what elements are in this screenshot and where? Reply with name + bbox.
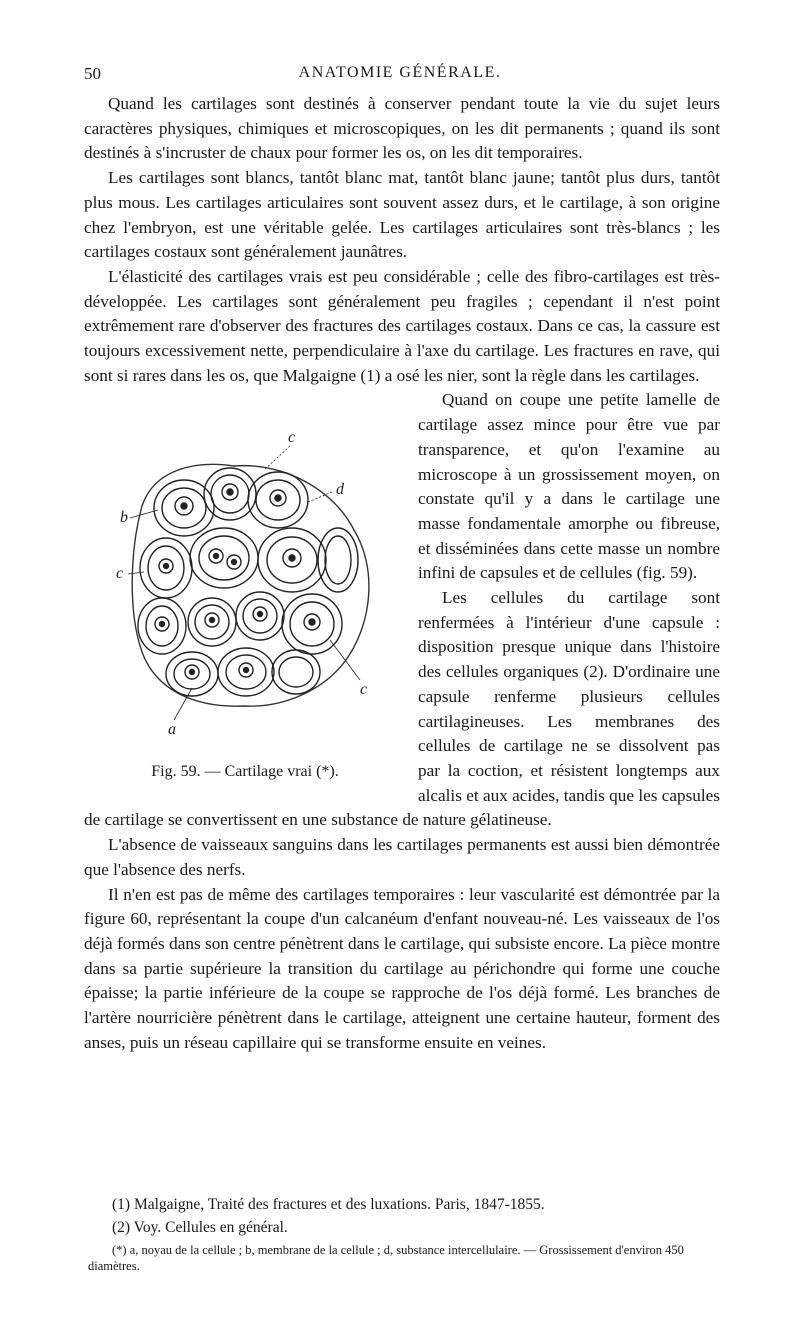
paragraph-5: Les cellules du cartilage sont renfermées à l'intérieur d'une capsule : disposition presque unique dans l'histoire des cellules organiques (2). D'ordinaire une capsule renferme plusieurs cellules cartilagineuses. Les membranes des cellules de cartilage ne se dissolvent pas par la coction, et résistent longtemps aux alcalis et aux acides, tandis que les capsules de cartilage se convertissent en une substance de nature gélatineuse. [84,588,720,830]
footnotes [84,1193,720,1274]
paragraph-1: Quand les cartilages sont destinés à conserver pendant toute la vie du sujet leurs caractères physiques, chimiques et microscopiques, on les dit permanents ; quand ils sont destinés à s'incruster de chaux pour former les os, on les dit temporaires. [84,94,720,163]
paragraph-2: Les cartilages sont blancs, tantôt blanc mat, tantôt blanc jaune; tantôt plus durs, tantôt plus mous. Les cartilages articulaires sont souvent assez durs, et le cartilage, à son origine chez l'embryon, est une véritable gelée. Les cartilages articulaires sont très-blancs ; les cartilages costaux sont généralement jaunâtres. [84,168,720,262]
paragraph-4: Quand on coupe une petite lamelle de cartilage assez mince pour être vue par transparence, et qu'on l'examine au microscope à un grossissement moyen, on constate qu'il y a dans le cartilage une masse fondamentale amorphe ou fibreuse, et disséminées dans cette masse un nombre infini de capsules et de cellules (fig. 59). [418,390,720,583]
running-title: ANATOMIE GÉNÉRALE. [298,64,502,81]
label-c-left: c [116,565,124,583]
page-number: 50 [84,64,101,83]
footnote-1: (1) Malgaigne, Traité des fractures et des luxations. Paris, 1847-1855. [112,1196,545,1213]
cartilage-illustration [84,390,406,784]
main-text [84,92,720,1055]
paragraph-6: L'absence de vaisseaux sanguins dans les cartilages permanents est aussi bien démontrée que l'absence des nerfs. [84,835,720,879]
label-d: d [336,481,344,499]
label-a: a [168,721,176,739]
label-b: b [120,509,128,527]
footnote-figure: (*) a, noyau de la cellule ; b, membrane de la cellule ; d, substance intercellulaire. — Grossissement d'environ 450 diamètres. [88,1243,684,1273]
footnote-2: (2) Voy. Cellules en général. [112,1219,288,1236]
paragraph-7: Il n'en est pas de même des cartilages temporaires : leur vascularité est démontrée par la figure 60, représentant la coupe d'un calcanéum d'enfant nouveau-né. Les vaisseaux de l'os déjà formés dans son centre pénètrent dans le cartilage, qui subsiste encore. La pièce montre dans sa partie supérieure la transition du cartilage au périchondre qui forme une couche épaisse; la partie inférieure de la coupe se rapproche de l'os déjà formé. Les branches de l'artère nourricière pénètrent dans le cartilage, atteignent une certaine hauteur, forment des anses, puis un réseau capillaire qui se transforme ensuite en veines. [84,884,720,1052]
figure-59 [84,390,406,784]
page-header [84,64,716,88]
paragraph-3: L'élasticité des cartilages vrais est peu considérable ; celle des fibro-cartilages est très-développée. Les cartilages sont généralement peu fragiles ; cependant il n'est point extrêmement rare d'observer des fractures des cartilages costaux. Dans ce cas, la cassure est toujours excessivement nette, perpendiculaire à l'axe du cartilage. Les fractures en rave, qui sont si rares dans les os, que Malgaigne (1) a osé les nier, sont la règle dans les cartilages. [84,266,720,385]
label-c-top: c [288,429,296,447]
label-c-bottom: c [360,681,368,699]
figure-caption: Fig. 59. — Cartilage vrai (*). [151,762,339,780]
